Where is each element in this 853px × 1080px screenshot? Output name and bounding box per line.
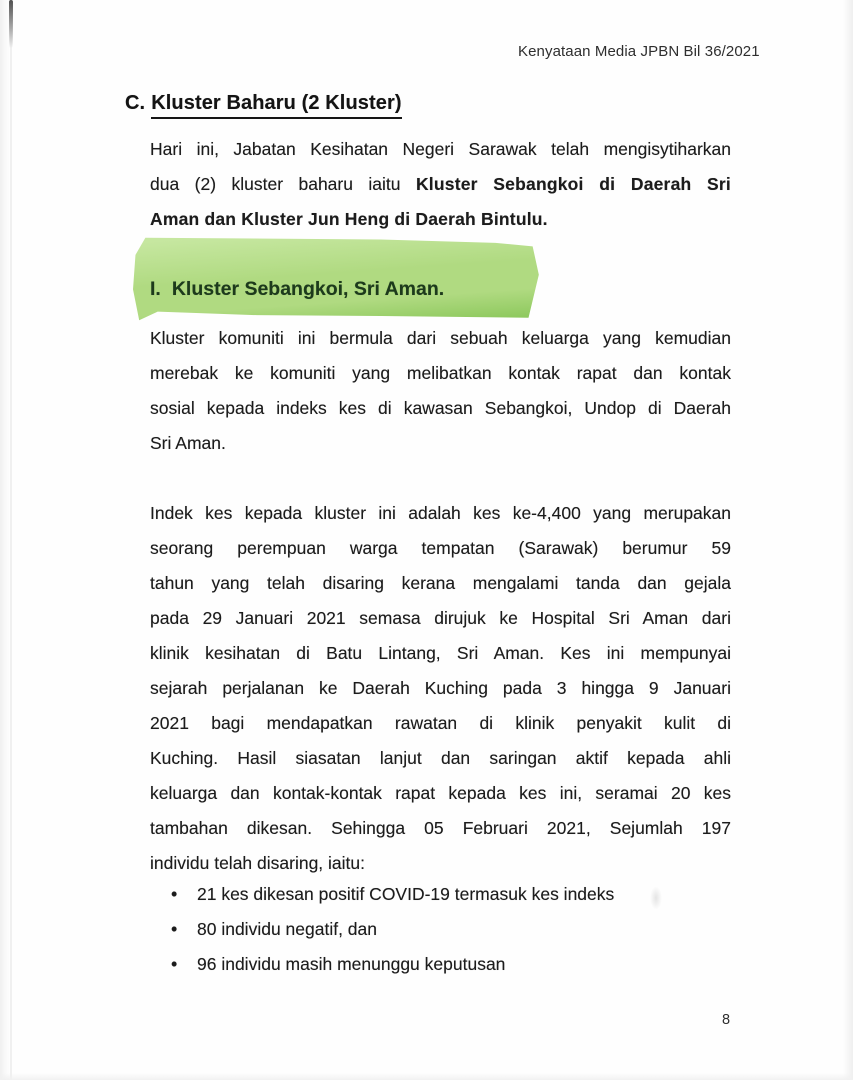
- bullet-icon: •: [171, 919, 178, 939]
- list-item: [171, 912, 731, 947]
- paragraph-index-case: [150, 496, 731, 881]
- text-line: [150, 741, 731, 776]
- text-line: [150, 531, 731, 566]
- text-segment: seorang perempuan warga tempatan (Sarawak) berumur 59: [150, 538, 731, 558]
- subsection-numeral: I.: [150, 278, 161, 300]
- paragraph-intro: [150, 132, 731, 237]
- text-line: [150, 391, 731, 426]
- bold-text-segment: Kluster Sebangkoi di Daerah Sri: [415, 174, 731, 194]
- text-line: [150, 706, 731, 741]
- screening-results-list: [171, 877, 731, 982]
- text-line: [150, 846, 731, 881]
- text-line: [150, 321, 731, 356]
- text-segment: merebak ke komuniti yang melibatkan kontak rapat dan kontak: [150, 363, 731, 383]
- page-number: 8: [722, 1012, 731, 1028]
- text-line: [150, 811, 731, 846]
- text-line: [150, 202, 731, 237]
- subsection-title: Kluster Sebangkoi, Sri Aman.: [171, 278, 445, 300]
- text-line: [150, 356, 731, 391]
- text-segment: Kluster komuniti ini bermula dari sebuah keluarga yang kemudian: [150, 328, 731, 348]
- text-line: [150, 496, 731, 531]
- text-segment: keluarga dan kontak-kontak rapat kepada kes ini, seramai 20 kes: [150, 783, 731, 803]
- text-segment: tambahan dikesan. Sehingga 05 Februari 2021, Sejumlah 197: [150, 818, 731, 838]
- section-label: C.: [125, 92, 146, 114]
- bullet-text: 96 individu masih menunggu keputusan: [197, 954, 506, 974]
- scan-dark-streak: [9, 0, 13, 48]
- text-segment: sosial kepada indeks kes di kawasan Sebangkoi, Undop di Daerah: [150, 398, 731, 418]
- text-line: [150, 601, 731, 636]
- subsection-heading: [150, 276, 444, 302]
- scan-edge-line: [10, 0, 12, 1080]
- text-line: [150, 636, 731, 671]
- section-heading: [125, 92, 402, 119]
- page-right-edge: [843, 0, 853, 1080]
- list-item: [171, 947, 731, 982]
- page-bottom-edge: [0, 1073, 853, 1080]
- text-segment: 2021 bagi mendapatkan rawatan di klinik penyakit kulit di: [150, 713, 731, 733]
- text-line: [150, 426, 731, 461]
- bullet-icon: •: [171, 954, 178, 974]
- text-segment: tahun yang telah disaring kerana mengalami tanda dan gejala: [150, 573, 731, 593]
- text-segment: Sri Aman.: [150, 433, 226, 453]
- text-line: [150, 132, 731, 167]
- doc-reference: Kenyataan Media JPBN Bil 36/2021: [518, 43, 760, 60]
- text-segment: klinik kesihatan di Batu Lintang, Sri Aman. Kes ini mempunyai: [150, 643, 731, 663]
- text-line: [150, 671, 731, 706]
- bold-text-segment: Aman dan Kluster Jun Heng di Daerah Bintulu.: [150, 209, 548, 229]
- page-left-edge: [0, 0, 10, 1080]
- text-segment: pada 29 Januari 2021 semasa dirujuk ke Hospital Sri Aman dari: [150, 608, 731, 628]
- text-segment: Indek kes kepada kluster ini adalah kes ke-4,400 yang merupakan: [150, 503, 731, 523]
- text-segment: individu telah disaring, iaitu:: [150, 853, 365, 873]
- text-segment: Hari ini, Jabatan Kesihatan Negeri Sarawak telah mengisytiharkan: [150, 139, 731, 159]
- text-line: [150, 776, 731, 811]
- paragraph-cluster-description: [150, 321, 731, 461]
- list-item: [171, 877, 731, 912]
- text-segment: Kuching. Hasil siasatan lanjut dan saringan aktif kepada ahli: [150, 748, 731, 768]
- text-line: [150, 167, 731, 202]
- text-line: [150, 566, 731, 601]
- bullet-text: 21 kes dikesan positif COVID-19 termasuk kes indeks: [197, 884, 615, 904]
- text-segment: dua (2) kluster baharu iaitu: [150, 174, 416, 194]
- bullet-icon: •: [171, 884, 178, 904]
- section-title: Kluster Baharu (2 Kluster): [151, 92, 401, 119]
- bullet-text: 80 individu negatif, dan: [197, 919, 377, 939]
- text-segment: sejarah perjalanan ke Daerah Kuching pada 3 hingga 9 Januari: [150, 678, 731, 698]
